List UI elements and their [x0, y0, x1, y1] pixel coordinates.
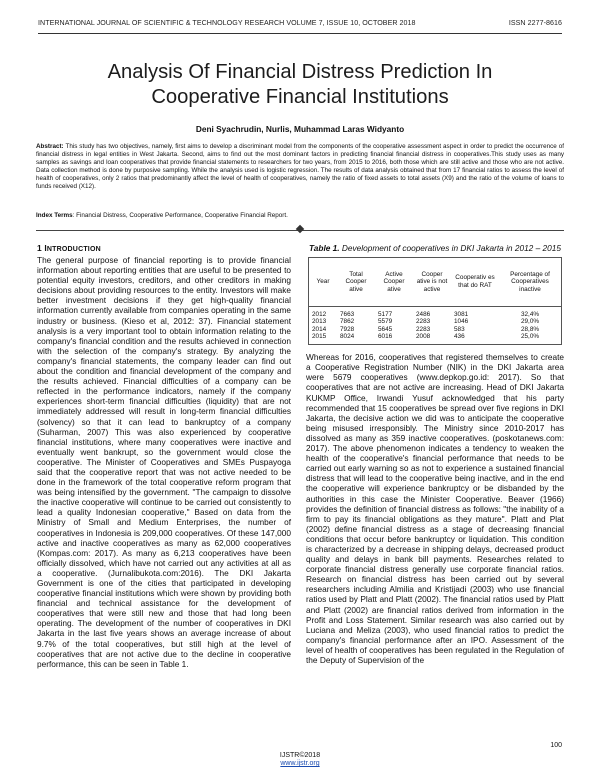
table-row	[309, 326, 562, 333]
th-year: Year	[309, 258, 338, 307]
abstract-text: This study has two objectives, namely, first aims to develop a discriminant model from the components of the cooperative assessment aspect in order to predict the occurrence of financial distress in legal entities in West Jakarta. Second, aims to find out the most dominant factors in predicting financial financial distress in cooperatives.This study uses as many samples as savings and loan cooperatives that provide financial statements to researchers for two years, from 2015 to 2016, both those which are still active and those who are not active. Data collection method is done by purposive sampling. While the analysis used is logistic regression. The results of data analysis obtained that from 17 financial ratios to assess the level of health of cooperatives, only 2 ratios that predominantly affect the level of health of cooperatives, namely the ratio of fixed assets to total assets (X9) and the ratio of the volume of loans to funds received (X12).	[36, 143, 564, 191]
table-caption-label: Table 1.	[309, 243, 340, 253]
section-title: NTRODUCTION	[46, 246, 101, 253]
issn: ISSN 2277-8616	[508, 19, 562, 27]
index-terms-text: : Financial Distress, Cooperative Performance, Cooperative Financial Report.	[72, 212, 288, 219]
introduction-text: The general purpose of financial reporting is to provide financial information about reporting entities that are useful to be presented to potential equity investors, creditors, and other creditors in making decisions about providing resources to the entity. Investors will make better investment decisions if they get high-quality financial information currently available from companies operating in the same industry or business. (Kieso et al, 2012: 37). Financial statement analysis is a very important tool to obtain information relating to the company's financial condition and the results achieved in connection with the selection of the company's strategy. By analyzing the company's financial statements, the company leader can find out about the condition and financial development of the company and the results achieved. Financial difficulties of a company can be reflected in the performance indicators, namely if the company experiences short-term financial difficulties (liquidity) that are not immediately addressed will result in long-term financial difficulties (solvency) so that it can lead to bankruptcy of a company (Suharman, 2007) This was also experienced by cooperative financial institutions, where many cooperatives were inactive and eventually went bankrupt, so the government would close the cooperative. The Minister of Cooperatives and SMEs Puspayoga said that the cooperative report that was not active needed to be done in the framework of the total cooperative reform program that was being intensified by the government. "The campaign to dissolve the inactive cooperative will continue to be carried out consistently to lead a quality Indonesian cooperative," Based on data from the Ministry of Small and Medium Enterprises, the number of cooperatives in Indonesia is 209,000 cooperatives. Of these 147,000 active and inactive cooperatives as many as 62,000 cooperatives (Kompas.com: 2017). As many as 6,213 cooperatives have been officially dissolved, which have not carried out any activities at all as a cooperative. (Jurnalibukota.com:2016). The DKI Jakarta Government is one of the cities that participated in developing cooperative financial institutions which were shown by providing both financial and technical assistance for the development of cooperatives that were still new and those that had long been operating. The development of the number of cooperatives in DKI Jakarta in the last five years shows an average increase of about 9.7% of the total cooperatives, but still high at the level of cooperatives that are not active due to the decline in cooperative performance, this can be seen in Table 1.	[37, 255, 291, 669]
left-column	[37, 243, 291, 669]
running-header	[38, 19, 562, 27]
th-total: Total Cooper ative	[337, 258, 375, 307]
cell-percentage: 32,4%	[520, 311, 540, 318]
cell-total: 7928	[340, 325, 355, 333]
th-inactive: Cooper ative is not active	[413, 258, 451, 307]
cell-rat: 3081	[454, 311, 469, 318]
cell-percentage: 28,8%	[520, 325, 540, 333]
footer-url-link[interactable]: www.ijstr.org	[280, 760, 320, 768]
paper-title	[30, 60, 570, 110]
cell-inactive: 2283	[416, 318, 431, 326]
th-percentage: Percentage of Cooperatives inactive	[499, 258, 562, 307]
table-row	[309, 318, 562, 325]
page-number: 100	[550, 742, 562, 749]
journal-name: INTERNATIONAL JOURNAL OF SCIENTIFIC & TECHNOLOGY RESEARCH VOLUME 7, ISSUE 10, OCTOBER 2018	[38, 19, 416, 27]
table-row	[309, 307, 562, 319]
index-terms-label: Index Terms	[36, 212, 73, 219]
cell-total: 7663	[340, 311, 355, 318]
cell-year: 2015	[312, 332, 327, 340]
cooperatives-table	[308, 257, 562, 345]
cell-percentage: 29,0%	[520, 318, 540, 326]
cell-active: 5177	[378, 311, 393, 318]
cell-active: 6016	[378, 332, 393, 340]
table-caption-text: Development of cooperatives in DKI Jakarta in 2012 – 2015	[339, 243, 561, 253]
cell-inactive: 2486	[416, 311, 431, 318]
cell-rat: 436	[454, 332, 465, 340]
cell-total: 8024	[340, 332, 355, 340]
section-number: 1 I	[37, 243, 47, 253]
title-line-2: Cooperative Financial Institutions	[151, 86, 449, 108]
table-row	[309, 333, 562, 345]
authors: Deni Syachrudin, Nurlis, Muhammad Laras Widyanto	[195, 124, 405, 134]
cell-year: 2014	[312, 325, 327, 333]
cell-inactive: 2283	[416, 325, 431, 333]
right-column	[306, 243, 564, 665]
cell-percentage: 25,0%	[520, 332, 540, 340]
title-line-1: Analysis Of Financial Distress Prediction In	[107, 61, 493, 83]
cell-year: 2012	[312, 311, 327, 318]
right-column-text: Whereas for 2016, cooperatives that registered themselves to create a Cooperative Registration Number (NIK) in the DKI Jakarta area were 5679 cooperatives (www.depkop.go.id: 2017). So that cooperatives that are not active are increasing. Head of DKI Jakarta KUKMP Office, Irwandi Yusuf acknowledged that his party recommended that 15 cooperatives be spread over five regions in DKI Jakarta, the decisive action we did was to anticipate the cooperative being misused irresponsibly. The Ministry since 2010-2017 has dissolved as many as 359 inactive cooperatives. (poskotanews.com: 2017). The above phenomenon indicates a tendency to weaken the health of the cooperative's financial performance that needs to be carried out early warning so as not to experience a sustained financial distress that will lead to the cooperative being inactive, and in the end the cooperative will experience bankruptcy or be disbanded by the authorities in this case the Minister Cooperative. Beaver (1966) provides the definition of financial distress as follows: "the inability of a firm to pay its financial obligations as they mature". Platt and Plat (2002) define financial distress as a stage of decreasing financial conditions that occur before bankruptcy or liquidation. This condition is characterized by a decrease in shipping delays, decreased product quality and delays in bank bill payments. Researches related to corporate financial distress generally use corporate financial ratios. Research on financial distress has been carried out by several researchers including Almilia and Kristijadi (2003) who use financial ratios used by Platt and Platt (2002). The financial ratios used by Platt and Platt (2002) are financial ratios derived from information in the Profit and Loss Statement. Similar research was also carried out by Luciana and Meliza (2003), who used financial ratios to predict the company's financial performance after an IPO. Assessment of the level of health of cooperatives has been regulated in the Regulation of the Deputy of Supervision of the	[306, 352, 564, 665]
cell-total: 7862	[340, 318, 355, 326]
cell-inactive: 2008	[416, 332, 431, 340]
abstract-label: Abstract:	[36, 143, 64, 150]
header-rule	[38, 33, 562, 34]
footer	[0, 752, 600, 769]
cell-year: 2013	[312, 318, 327, 326]
cell-rat: 583	[454, 325, 465, 333]
footer-code: IJSTR©2018	[279, 752, 321, 759]
table-header-row	[309, 258, 562, 307]
cell-active: 5579	[378, 318, 393, 326]
abstract	[36, 143, 564, 192]
table-caption	[306, 243, 564, 253]
index-terms	[36, 212, 564, 220]
section-separator	[36, 226, 564, 234]
th-active: Active Cooper ative	[375, 258, 413, 307]
separator-diamond-icon	[296, 225, 304, 233]
section-heading	[37, 243, 291, 253]
cell-rat: 1046	[454, 318, 469, 326]
th-rat: Cooperativ es that do RAT	[451, 258, 499, 307]
cell-active: 5645	[378, 325, 393, 333]
